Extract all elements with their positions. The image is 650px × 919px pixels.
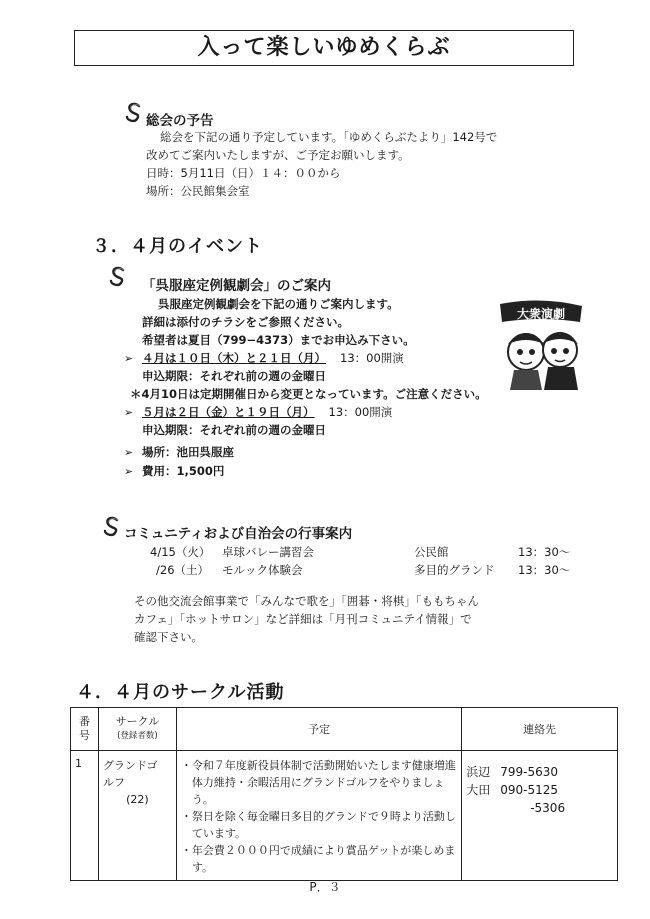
col-header-no-line: 番: [78, 715, 90, 728]
event-name: 卓球バレー講習会: [222, 545, 314, 559]
row-members: (22): [126, 793, 149, 806]
contact-line: [466, 781, 613, 799]
theater-heading: 「呉服座定例観劇会」のご案内: [142, 278, 331, 294]
col-header-no: [71, 708, 99, 751]
event-place: 公民館: [414, 545, 449, 559]
plan-item: ・祭日を除く毎金曜日多目的グランドで９時より活動しています。: [180, 810, 456, 840]
page-title: 入って楽しいゆめくらぶ: [74, 30, 574, 66]
row-circle: [98, 751, 176, 881]
page-number: P．３: [309, 880, 341, 894]
row-contact: [462, 751, 618, 881]
section4-heading: ４．４月のサークル活動: [76, 682, 285, 703]
col-header-circle: [98, 708, 176, 751]
row-no: 1: [71, 751, 99, 881]
contact-line: [466, 763, 613, 781]
contact-tel: 090-5125: [500, 783, 558, 797]
event-name: モルック体験会: [222, 563, 303, 577]
contact-name: 浜辺: [466, 765, 491, 779]
may-time: 13：00開演: [328, 405, 393, 419]
contact-name: 大田: [466, 783, 491, 797]
april-deadline: 申込期限：それぞれ前の週の金曜日: [142, 369, 326, 383]
col-header-circle-sub: (登録者数): [117, 731, 158, 741]
may-dates: ５月は２日（金）と１９日（月）: [142, 405, 315, 419]
community-other-line: 確認下さい。: [134, 630, 203, 644]
theater-intro: 希望者は夏目（799−4373）までお申込み下さい。: [142, 333, 415, 347]
general-meeting-heading: 総会の予告: [146, 113, 214, 129]
row-circle-line: ルフ: [102, 776, 125, 789]
theater-place: 場所：池田呉服座: [142, 445, 234, 459]
section3-heading: ３．４月のイベント: [92, 236, 263, 257]
row-circle-line: グランドゴ: [102, 759, 158, 772]
april-dates: ４月は１０日（木）と２１日（月）: [142, 351, 326, 365]
april-time: 13：00開演: [340, 351, 404, 365]
community-other-line: カフェ」「ホットサロン」など詳細は「月刊コミュニテイ情報」で: [134, 612, 472, 626]
theater-intro: 呉服座定例観劇会を下記の通りご案内します。: [158, 297, 399, 311]
theater-cartoon: [496, 300, 586, 392]
general-meeting-place: 場所：公民館集会室: [146, 184, 250, 198]
theater-cartoon-drawing: [496, 300, 586, 392]
circle-activity-table: [70, 707, 618, 881]
col-header-no-line: 号: [78, 729, 90, 742]
plan-item: ・年会費２０００円で成績により賞品ゲットが楽しめます。: [180, 844, 456, 874]
event-place: 多目的グランド: [414, 563, 495, 577]
theater-fee: 費用：1,500円: [142, 464, 225, 478]
arrow-bullet-icon: ➢: [124, 406, 134, 419]
plan-list: [181, 757, 457, 876]
plan-item: ・令和７年度新役員体制で活動開始いたします健康増進体力維持・余暇活用にグランドゴルフをやりましょう。: [180, 759, 456, 806]
community-heading: コミュニティおよび自治会の行事案内: [124, 526, 353, 542]
caution-note: ＊4月10日は定期開催日から変更となっています。ご注意ください。: [130, 387, 487, 401]
contact-line: [466, 799, 613, 817]
may-deadline: 申込期限：それぞれ前の週の金曜日: [142, 423, 326, 437]
event-date: 4/15（火）: [150, 545, 211, 559]
event-time: 13：30〜: [518, 545, 571, 559]
community-other-line: その他交流会館事業で「みんなで歌を」「囲碁・将棋」「ももちゃん: [134, 594, 479, 608]
table-row: [71, 751, 618, 881]
general-meeting-datetime: 日時：5月11日（日）１４：００から: [146, 166, 341, 180]
arrow-bullet-icon: ➢: [124, 352, 134, 365]
table-header-row: [71, 708, 618, 751]
contact-tel: -5306: [530, 801, 566, 815]
s-mark-icon: [122, 100, 146, 124]
general-meeting-line: 総会を下記の通り予定しています。「ゆめくらぶたより」142号で: [160, 130, 498, 144]
theater-intro: 詳細は添付のチラシをご参照ください。: [142, 315, 349, 329]
arrow-bullet-icon: ➢: [124, 465, 134, 478]
arrow-bullet-icon: ➢: [124, 446, 134, 459]
event-date: /26（土）: [156, 563, 210, 577]
event-time: 13：30〜: [518, 563, 571, 577]
col-header-plan: 予定: [176, 708, 461, 751]
s-mark-icon: [100, 514, 124, 538]
row-plan: [176, 751, 461, 881]
s-mark-icon: [106, 264, 130, 288]
col-header-circle-label: サークル: [115, 715, 160, 728]
cartoon-label: 大衆演劇: [516, 307, 566, 321]
col-header-contact: 連絡先: [462, 708, 618, 751]
contact-tel: 799-5630: [500, 765, 558, 779]
general-meeting-line: 改めてご案内いたしますが、ご予定お願いします。: [146, 148, 410, 162]
